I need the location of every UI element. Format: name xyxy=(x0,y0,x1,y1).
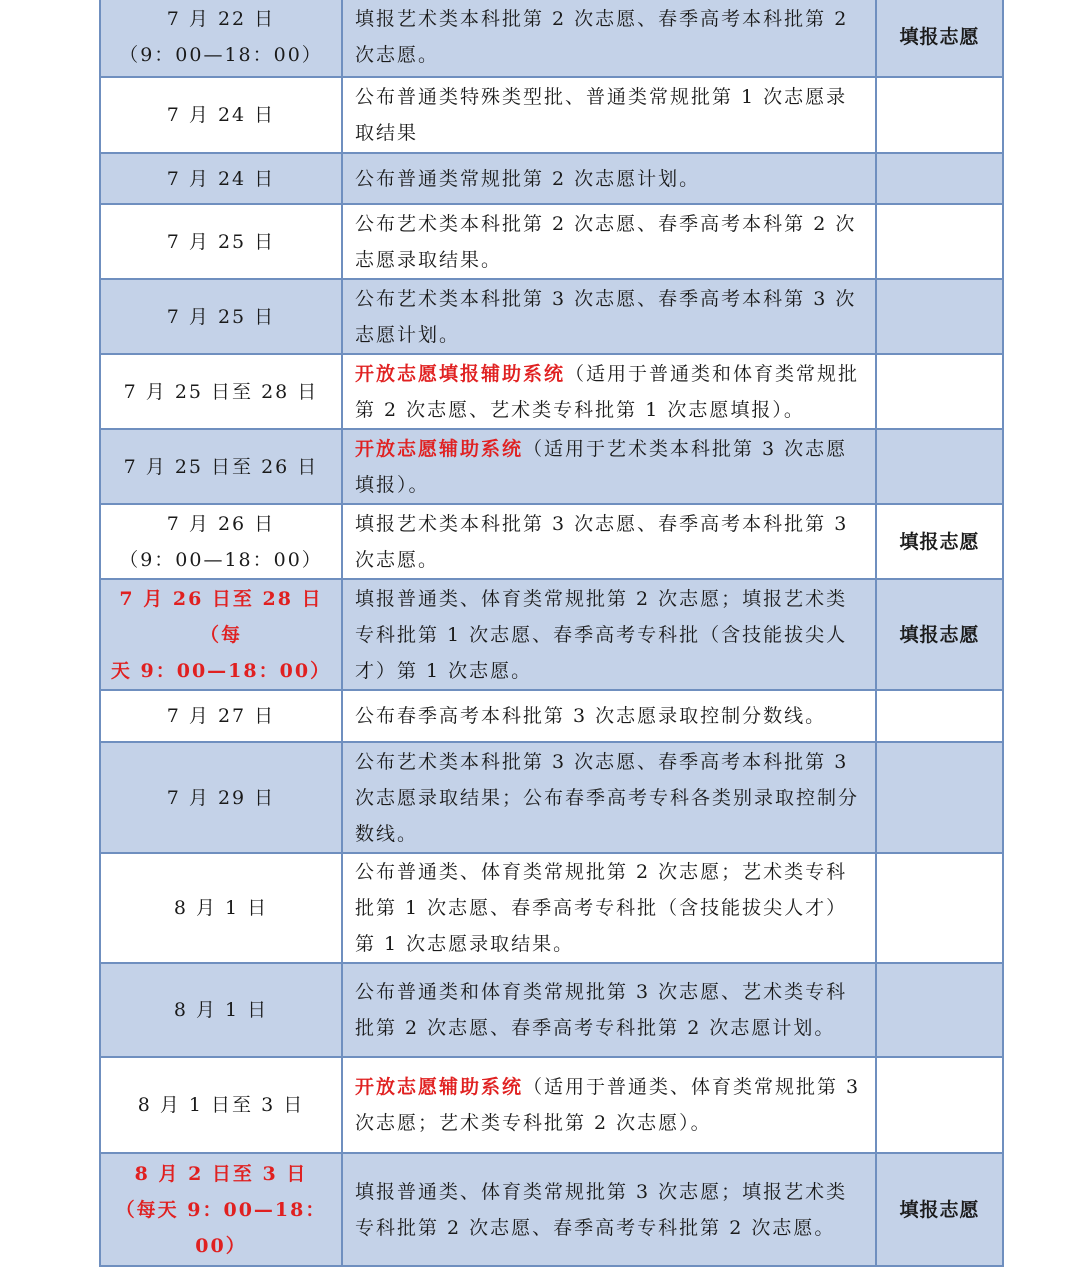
description-text: 填报普通类、体育类常规批第 2 次志愿；填报艺术类专科批第 1 次志愿、春季高考专科批（含技能拔尖人才）第 1 次志愿。 xyxy=(355,587,848,682)
table-row xyxy=(100,1057,1003,1153)
date-text: 7 月 25 日至 26 日 xyxy=(123,455,319,478)
date-text: 8 月 1 日 xyxy=(173,999,269,1021)
highlight-text: 开放志愿辅助系统 xyxy=(355,437,524,460)
schedule-table xyxy=(99,0,1004,1267)
action-label: 填报志愿 xyxy=(899,623,980,646)
date-time-text: 天 9：00—18：00） xyxy=(110,659,332,682)
description-cell xyxy=(342,0,876,77)
description-cell xyxy=(342,204,876,279)
table-row xyxy=(100,429,1003,504)
action-cell xyxy=(876,354,1003,429)
table-row xyxy=(100,153,1003,204)
table-row xyxy=(100,1153,1003,1266)
date-cell xyxy=(100,1057,342,1153)
date-cell xyxy=(100,354,342,429)
description-text: 公布普通类常规批第 2 次志愿计划。 xyxy=(355,167,701,190)
description-cell xyxy=(342,504,876,579)
table-row xyxy=(100,204,1003,279)
action-label: 填报志愿 xyxy=(899,1198,980,1221)
table-row xyxy=(100,77,1003,153)
date-cell xyxy=(100,853,342,963)
date-text: 7 月 29 日 xyxy=(166,786,276,809)
date-text: 7 月 22 日 xyxy=(166,8,276,30)
date-text: 7 月 24 日 xyxy=(166,167,276,190)
date-text: 7 月 27 日 xyxy=(166,705,276,727)
date-cell xyxy=(100,0,342,77)
description-cell xyxy=(342,1153,876,1266)
table-row xyxy=(100,354,1003,429)
action-cell xyxy=(876,690,1003,742)
date-cell xyxy=(100,153,342,204)
schedule-table-container xyxy=(99,0,980,1267)
table-row xyxy=(100,742,1003,853)
table-row xyxy=(100,504,1003,579)
description-text: 公布艺术类本科批第 3 次志愿、春季高考本科批第 3 次志愿录取结果；公布春季高考专科各类别录取控制分数线。 xyxy=(355,750,860,845)
action-cell xyxy=(876,153,1003,204)
action-cell xyxy=(876,279,1003,354)
date-text: 7 月 24 日 xyxy=(166,104,276,126)
description-text: 填报普通类、体育类常规批第 3 次志愿；填报艺术类专科批第 2 次志愿、春季高考专科批第 2 次志愿。 xyxy=(355,1180,848,1239)
description-cell xyxy=(342,1057,876,1153)
action-cell xyxy=(876,77,1003,153)
description-cell xyxy=(342,77,876,153)
action-cell xyxy=(876,1153,1003,1266)
table-row xyxy=(100,853,1003,963)
description-text: 公布普通类、体育类常规批第 2 次志愿；艺术类专科批第 1 次志愿、春季高考专科批（含技能拔尖人才）第 1 次志愿录取结果。 xyxy=(355,861,848,955)
action-cell xyxy=(876,504,1003,579)
table-row xyxy=(100,579,1003,690)
date-cell xyxy=(100,579,342,690)
highlight-text: 开放志愿辅助系统 xyxy=(355,1076,524,1098)
description-text: （适用于普通类、体育类常规批第 3 次志愿；艺术类专科批第 2 次志愿）。 xyxy=(355,1076,861,1134)
description-text: 公布春季高考本科批第 3 次志愿录取控制分数线。 xyxy=(355,705,827,727)
date-cell xyxy=(100,963,342,1057)
date-cell xyxy=(100,690,342,742)
table-row xyxy=(100,690,1003,742)
description-cell xyxy=(342,153,876,204)
date-text: 8 月 2 日至 3 日 xyxy=(134,1162,308,1185)
date-cell xyxy=(100,1153,342,1266)
date-text: 7 月 25 日 xyxy=(166,230,276,253)
description-cell xyxy=(342,354,876,429)
date-time-text: （9：00—18：00） xyxy=(119,548,323,571)
description-cell xyxy=(342,963,876,1057)
action-cell xyxy=(876,742,1003,853)
description-cell xyxy=(342,690,876,742)
description-cell xyxy=(342,429,876,504)
action-cell xyxy=(876,204,1003,279)
action-cell xyxy=(876,853,1003,963)
date-cell xyxy=(100,504,342,579)
date-cell xyxy=(100,742,342,853)
description-text: （适用于艺术类本科批第 3 次志愿填报）。 xyxy=(355,437,848,496)
date-time-text: （每天 9：00—18：00） xyxy=(115,1198,327,1257)
date-cell xyxy=(100,77,342,153)
table-row xyxy=(100,279,1003,354)
date-text: 7 月 25 日 xyxy=(166,305,276,328)
date-text: 8 月 1 日至 3 日 xyxy=(137,1094,305,1116)
description-cell xyxy=(342,742,876,853)
date-text: 7 月 25 日至 28 日 xyxy=(123,380,319,403)
date-cell xyxy=(100,204,342,279)
description-cell xyxy=(342,853,876,963)
description-text: 公布艺术类本科批第 2 次志愿、春季高考本科第 2 次志愿录取结果。 xyxy=(355,212,857,271)
description-text: 公布普通类和体育类常规批第 3 次志愿、艺术类专科批第 2 次志愿、春季高考专科批第 2 次志愿计划。 xyxy=(355,981,848,1039)
action-label: 填报志愿 xyxy=(899,26,980,48)
action-cell xyxy=(876,579,1003,690)
description-cell xyxy=(342,579,876,690)
date-cell xyxy=(100,279,342,354)
action-cell xyxy=(876,1057,1003,1153)
table-row xyxy=(100,963,1003,1057)
table-row xyxy=(100,0,1003,77)
date-text: 7 月 26 日 xyxy=(166,512,276,535)
action-cell xyxy=(876,963,1003,1057)
date-text: 8 月 1 日 xyxy=(173,897,269,919)
action-cell xyxy=(876,429,1003,504)
description-text: 公布普通类特殊类型批、普通类常规批第 1 次志愿录取结果 xyxy=(355,86,848,144)
description-text: （适用于普通类和体育类常规批第 2 次志愿、艺术类专科批第 1 次志愿填报）。 xyxy=(355,362,860,421)
action-label: 填报志愿 xyxy=(899,530,980,553)
description-text: 填报艺术类本科批第 2 次志愿、春季高考本科批第 2 次志愿。 xyxy=(355,8,849,66)
description-text: 公布艺术类本科批第 3 次志愿、春季高考本科第 3 次志愿计划。 xyxy=(355,287,857,346)
description-text: 填报艺术类本科批第 3 次志愿、春季高考本科批第 3 次志愿。 xyxy=(355,512,849,571)
date-cell xyxy=(100,429,342,504)
date-text: 7 月 26 日至 28 日（每 xyxy=(119,587,323,646)
description-cell xyxy=(342,279,876,354)
highlight-text: 开放志愿填报辅助系统 xyxy=(355,362,566,385)
action-cell xyxy=(876,0,1003,77)
date-time-text: （9：00—18：00） xyxy=(119,44,323,66)
